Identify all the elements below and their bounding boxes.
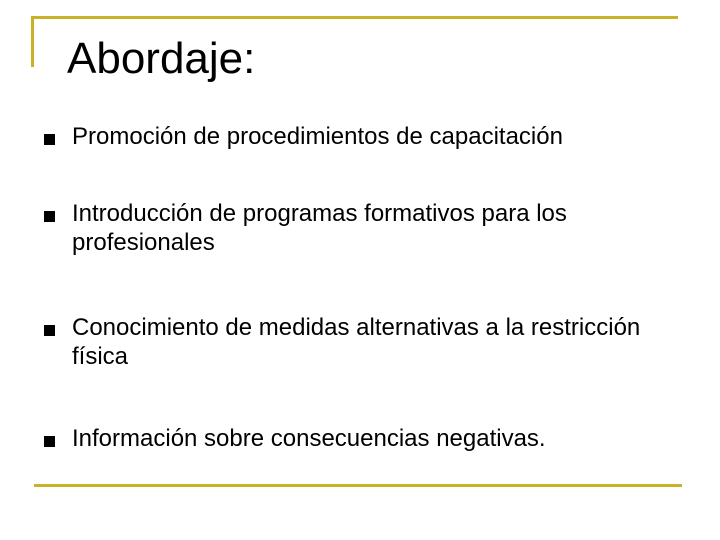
- slide-title: Abordaje:: [67, 34, 256, 83]
- square-bullet-icon: [44, 134, 55, 145]
- square-bullet-icon: [44, 211, 55, 222]
- bullet-text: Información sobre consecuencias negativas.: [72, 425, 546, 452]
- left-rule: [31, 16, 34, 67]
- bullet-text: Introducción de programas formativos para los profesionales: [72, 200, 567, 256]
- square-bullet-icon: [44, 436, 55, 447]
- bullet-text: Conocimiento de medidas alternativas a la restricción física: [72, 314, 641, 370]
- square-bullet-icon: [44, 325, 55, 336]
- top-rule: [31, 16, 678, 19]
- bullet-text: Promoción de procedimientos de capacitación: [72, 123, 563, 150]
- bottom-rule: [34, 484, 682, 487]
